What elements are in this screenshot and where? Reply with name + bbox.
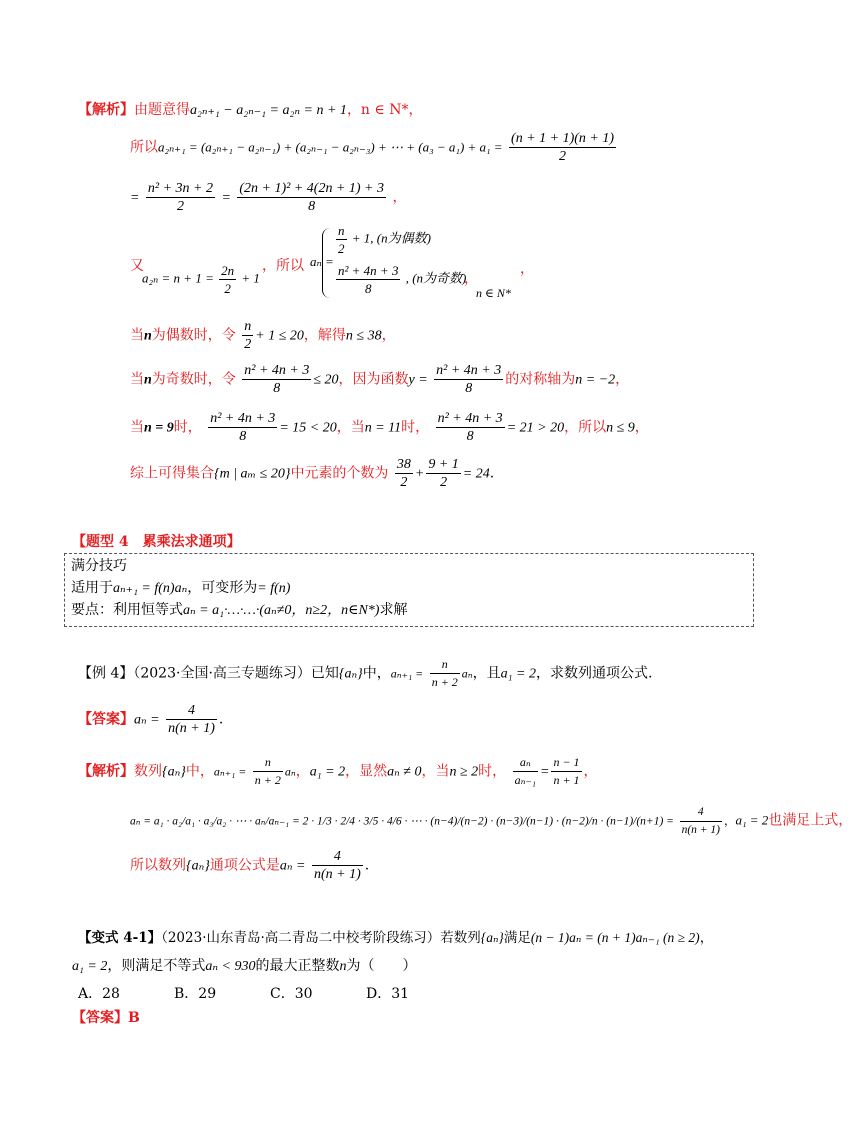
text: 当 (130, 419, 144, 436)
example-line (78, 656, 652, 691)
formula: aₙ = (279, 858, 306, 874)
formula: + 1, (n为偶数) (351, 230, 431, 246)
variant-line-1 (78, 928, 713, 948)
denominator: 8 (308, 199, 316, 214)
text: ，则满足不等式 (107, 958, 206, 974)
formula: = 15 < 20 (279, 420, 337, 436)
formula: = 21 > 20 (506, 420, 565, 436)
fraction (336, 222, 347, 257)
text: 数列 (134, 763, 162, 780)
text: ，当 (336, 419, 365, 436)
example-solution-3 (130, 848, 369, 883)
formula: a₂ₙ = n + 1 = (142, 270, 214, 286)
text: ，求数列通项公式. (536, 665, 653, 682)
answer-value: B (128, 1010, 140, 1026)
formula: {aₙ} (186, 858, 210, 874)
formula: {aₙ} (480, 930, 504, 945)
text: ， (699, 930, 714, 946)
denominator: n(n + 1) (313, 867, 361, 882)
formula: aₙ (284, 764, 296, 779)
analysis-label: 【解析】 (78, 102, 134, 118)
analysis-line-5 (130, 318, 396, 353)
formula: aₙ (461, 666, 473, 681)
numerator: 4 (166, 702, 217, 720)
text: （2023·全国·高三专题练习）已知 (133, 665, 339, 682)
fraction (436, 410, 505, 445)
formula: n (144, 372, 152, 388)
formula: = (130, 190, 140, 206)
piecewise-brace (322, 228, 333, 298)
example-solution-2 (130, 804, 852, 839)
variant-answer (72, 1008, 140, 1028)
case-odd (334, 262, 466, 297)
text: ，解得 (303, 327, 346, 344)
numerator: 4 (680, 804, 722, 822)
numerator: n² + 4n + 3 (244, 363, 310, 378)
fraction (395, 456, 413, 491)
formula: + 1 (241, 270, 260, 286)
denominator: 2 (176, 199, 184, 214)
option-c: C．30 (270, 986, 313, 1002)
formula: n ≤ 9 (606, 420, 635, 436)
fraction (551, 754, 581, 789)
text: 也满足上式， (768, 812, 852, 829)
formula: aₙ = (310, 254, 334, 269)
denominator: n + 1 (553, 773, 580, 787)
fraction (426, 456, 460, 491)
fraction (680, 804, 722, 839)
numerator: n² + 4n + 3 (437, 411, 503, 426)
numerator: n² + 4n + 3 (210, 411, 276, 426)
formula: aₙ = a₁·…·…·(aₙ≠0，n≥2，n∈N*) (183, 603, 380, 618)
fraction (253, 754, 283, 789)
analysis-line-6 (130, 362, 629, 397)
numerator: 2n (221, 263, 235, 278)
text: 通项公式是 (209, 857, 280, 874)
denominator: 8 (466, 429, 474, 444)
text: 的最大正整数 (255, 958, 340, 974)
fraction (509, 130, 616, 165)
text: 为偶数时，令 (151, 327, 236, 344)
formula: = (221, 190, 231, 206)
text: 中元素的个数为 (290, 465, 389, 482)
formula: n = 9 (144, 420, 174, 436)
fraction (146, 180, 215, 215)
fraction (336, 262, 400, 297)
fraction (513, 754, 538, 789)
formula-a2n (142, 262, 260, 297)
answer-label: 【答案】 (72, 1010, 128, 1026)
denominator: n(n + 1) (168, 721, 215, 736)
text: ，n ∈ N*， (346, 102, 423, 118)
tip-line-2 (71, 600, 407, 621)
text: 要点：利用恒等式 (71, 602, 183, 618)
formula: + (414, 466, 425, 482)
text: 中， (185, 763, 214, 780)
denominator: aₙ₋₁ (514, 773, 536, 787)
formula: , (n为奇数) (405, 270, 467, 286)
text: （2023·山东青岛·高二青岛二中校考阶段练习）若数列 (161, 930, 481, 946)
text: ， (615, 371, 630, 388)
formula: aₙ = a₁ · a₂/a₁ · a₃/a₂ · ⋯ · aₙ/aₙ₋₁ = 2 · 1/3 · 2/4 · 3/5 · 4/6 · ⋯ · (n−4)/(n−2) · (n−3)/(n−1) · (n−2)/n · (n−1)/(n+1) = (130, 815, 674, 828)
denominator: 2 (440, 475, 448, 490)
text: 所以数列 (130, 857, 186, 874)
text: ，所以 (262, 258, 304, 274)
text: 中， (362, 665, 391, 682)
text: 时， (478, 763, 507, 780)
text: ， (583, 763, 598, 780)
text: . (218, 711, 224, 728)
fraction (237, 180, 386, 215)
fraction (166, 702, 217, 737)
formula: n = 11 (364, 420, 402, 436)
denominator: 8 (273, 381, 281, 396)
text: ， (295, 763, 310, 780)
formula: + 1 ≤ 20 (255, 328, 304, 344)
example-solution-1 (78, 754, 598, 789)
text: ，可变形为 (187, 580, 258, 596)
text: 又 (130, 258, 144, 274)
formula: aₙ ≠ 0 (387, 764, 422, 780)
numerator: n (338, 223, 345, 238)
formula: a₁ = 2 (500, 666, 536, 682)
formula: {aₙ} (338, 666, 363, 682)
formula: n (144, 328, 152, 344)
text: ，当 (421, 763, 450, 780)
option-a: A．28 (78, 986, 120, 1002)
denominator: 8 (364, 281, 372, 296)
text: ，所以 (564, 419, 607, 436)
numerator: n (253, 754, 283, 772)
numerator: n (430, 656, 460, 674)
fraction (242, 362, 311, 397)
denominator: 2 (559, 149, 567, 164)
formula: n ≤ 38 (345, 328, 382, 344)
formula: a₁ = 2 (735, 812, 769, 828)
numerator: 4 (312, 848, 363, 866)
formula: a₁ = 2 (72, 959, 108, 974)
text: ， (464, 271, 478, 287)
text: 时， (401, 419, 430, 436)
analysis-line-8 (130, 456, 494, 491)
text: ， (520, 261, 534, 277)
formula: aₙ₊₁ = (390, 666, 424, 681)
numerator: (n + 1 + 1)(n + 1) (511, 131, 615, 146)
case-even (334, 222, 431, 257)
text: 所以 (130, 139, 158, 156)
analysis-line-3 (130, 180, 406, 215)
answer-label: 【答案】 (78, 711, 134, 728)
formula: n ∈ N* (476, 286, 511, 300)
formula: n = −2 (575, 372, 616, 388)
formula: = (539, 764, 550, 780)
text: . (364, 857, 370, 874)
text: 当 (130, 371, 144, 388)
formula: a₂ₙ₊₁ − a₂ₙ₋₁ = a₂ₙ = n + 1 (190, 103, 347, 118)
tip-title: 满分技巧 (71, 558, 127, 574)
text: ，且 (472, 665, 501, 682)
fraction (219, 262, 236, 297)
text: 满足 (503, 930, 531, 946)
formula: a₁ = 2 (309, 764, 346, 780)
numerator: (2n + 1)² + 4(2n + 1) + 3 (239, 181, 384, 196)
denominator: 8 (239, 429, 247, 444)
text: 时， (173, 419, 202, 436)
fraction (312, 848, 363, 883)
denominator: 8 (465, 381, 473, 396)
text: . (489, 465, 495, 482)
fraction (242, 318, 253, 353)
text: 由题意得 (134, 102, 190, 118)
text: 当 (130, 327, 144, 344)
variant-line-2 (72, 956, 416, 977)
analysis-line-2 (130, 130, 618, 165)
denominator: 2 (244, 337, 252, 352)
text: ， (381, 327, 396, 344)
text: 为（ ） (346, 958, 417, 974)
denominator: 2 (224, 281, 231, 296)
formula: = f(n) (257, 581, 291, 596)
text: 为奇数时，令 (151, 371, 236, 388)
option-b: B．29 (174, 986, 217, 1002)
denominator: n(n + 1) (681, 824, 720, 836)
formula: y = (408, 372, 428, 388)
denominator: 2 (400, 475, 408, 490)
analysis-line-1 (78, 100, 422, 121)
text: ，显然 (345, 763, 388, 780)
formula: a₂ₙ₊₁ = (a₂ₙ₊₁ − a₂ₙ₋₁) + (a₂ₙ₋₁ − a₂ₙ₋₃) + ⋯ + (a₃ − a₁) + a₁ = (158, 139, 503, 155)
fraction (434, 362, 503, 397)
numerator: aₙ (513, 754, 538, 772)
topic-title: 【题型 4 累乘法求通项】 (72, 534, 241, 550)
formula: = 24 (462, 466, 490, 482)
denominator: 2 (338, 241, 345, 256)
denominator: n + 2 (254, 773, 281, 787)
formula: n (339, 959, 347, 974)
tip-box (64, 553, 754, 627)
option-d: D．31 (366, 986, 410, 1002)
numerator: n² + 4n + 3 (338, 263, 399, 278)
variant-options (78, 984, 462, 1004)
formula: n ≥ 2 (449, 764, 479, 780)
fraction (430, 656, 460, 691)
numerator: 9 + 1 (428, 457, 459, 472)
solution-label: 【解析】 (78, 763, 134, 780)
text: 综上可得集合 (130, 465, 214, 482)
text: ，因为函数 (338, 371, 409, 388)
text: ， (392, 189, 407, 206)
numerator: n² + 3n + 2 (147, 181, 213, 196)
text: 适用于 (71, 580, 113, 596)
formula: aₙ₊₁ = (213, 764, 247, 779)
formula: aₙ < 930 (205, 959, 256, 974)
text: ， (723, 813, 736, 828)
tip-line-1 (71, 578, 290, 599)
example-label: 【例 4】 (78, 665, 134, 682)
formula: aₙ = (134, 712, 160, 728)
formula: ≤ 20 (313, 372, 339, 388)
numerator: 38 (396, 457, 411, 472)
text: ， (634, 419, 649, 436)
formula: {m | aₘ ≤ 20} (214, 466, 291, 482)
fraction (208, 410, 277, 445)
numerator: n² + 4n + 3 (436, 363, 502, 378)
denominator: n + 2 (431, 675, 458, 689)
text: 求解 (379, 602, 408, 618)
formula: (n − 1)aₙ = (n + 1)aₙ₋₁ (n ≥ 2) (530, 930, 700, 945)
numerator: n (244, 319, 252, 334)
example-answer (78, 702, 223, 737)
text: 的对称轴为 (505, 371, 576, 388)
formula: aₙ₊₁ = f(n)aₙ (113, 581, 188, 596)
numerator: n − 1 (551, 754, 581, 772)
formula: {aₙ} (162, 764, 186, 780)
analysis-line-7 (130, 410, 649, 445)
variant-label: 【变式 4-1】 (78, 930, 162, 946)
